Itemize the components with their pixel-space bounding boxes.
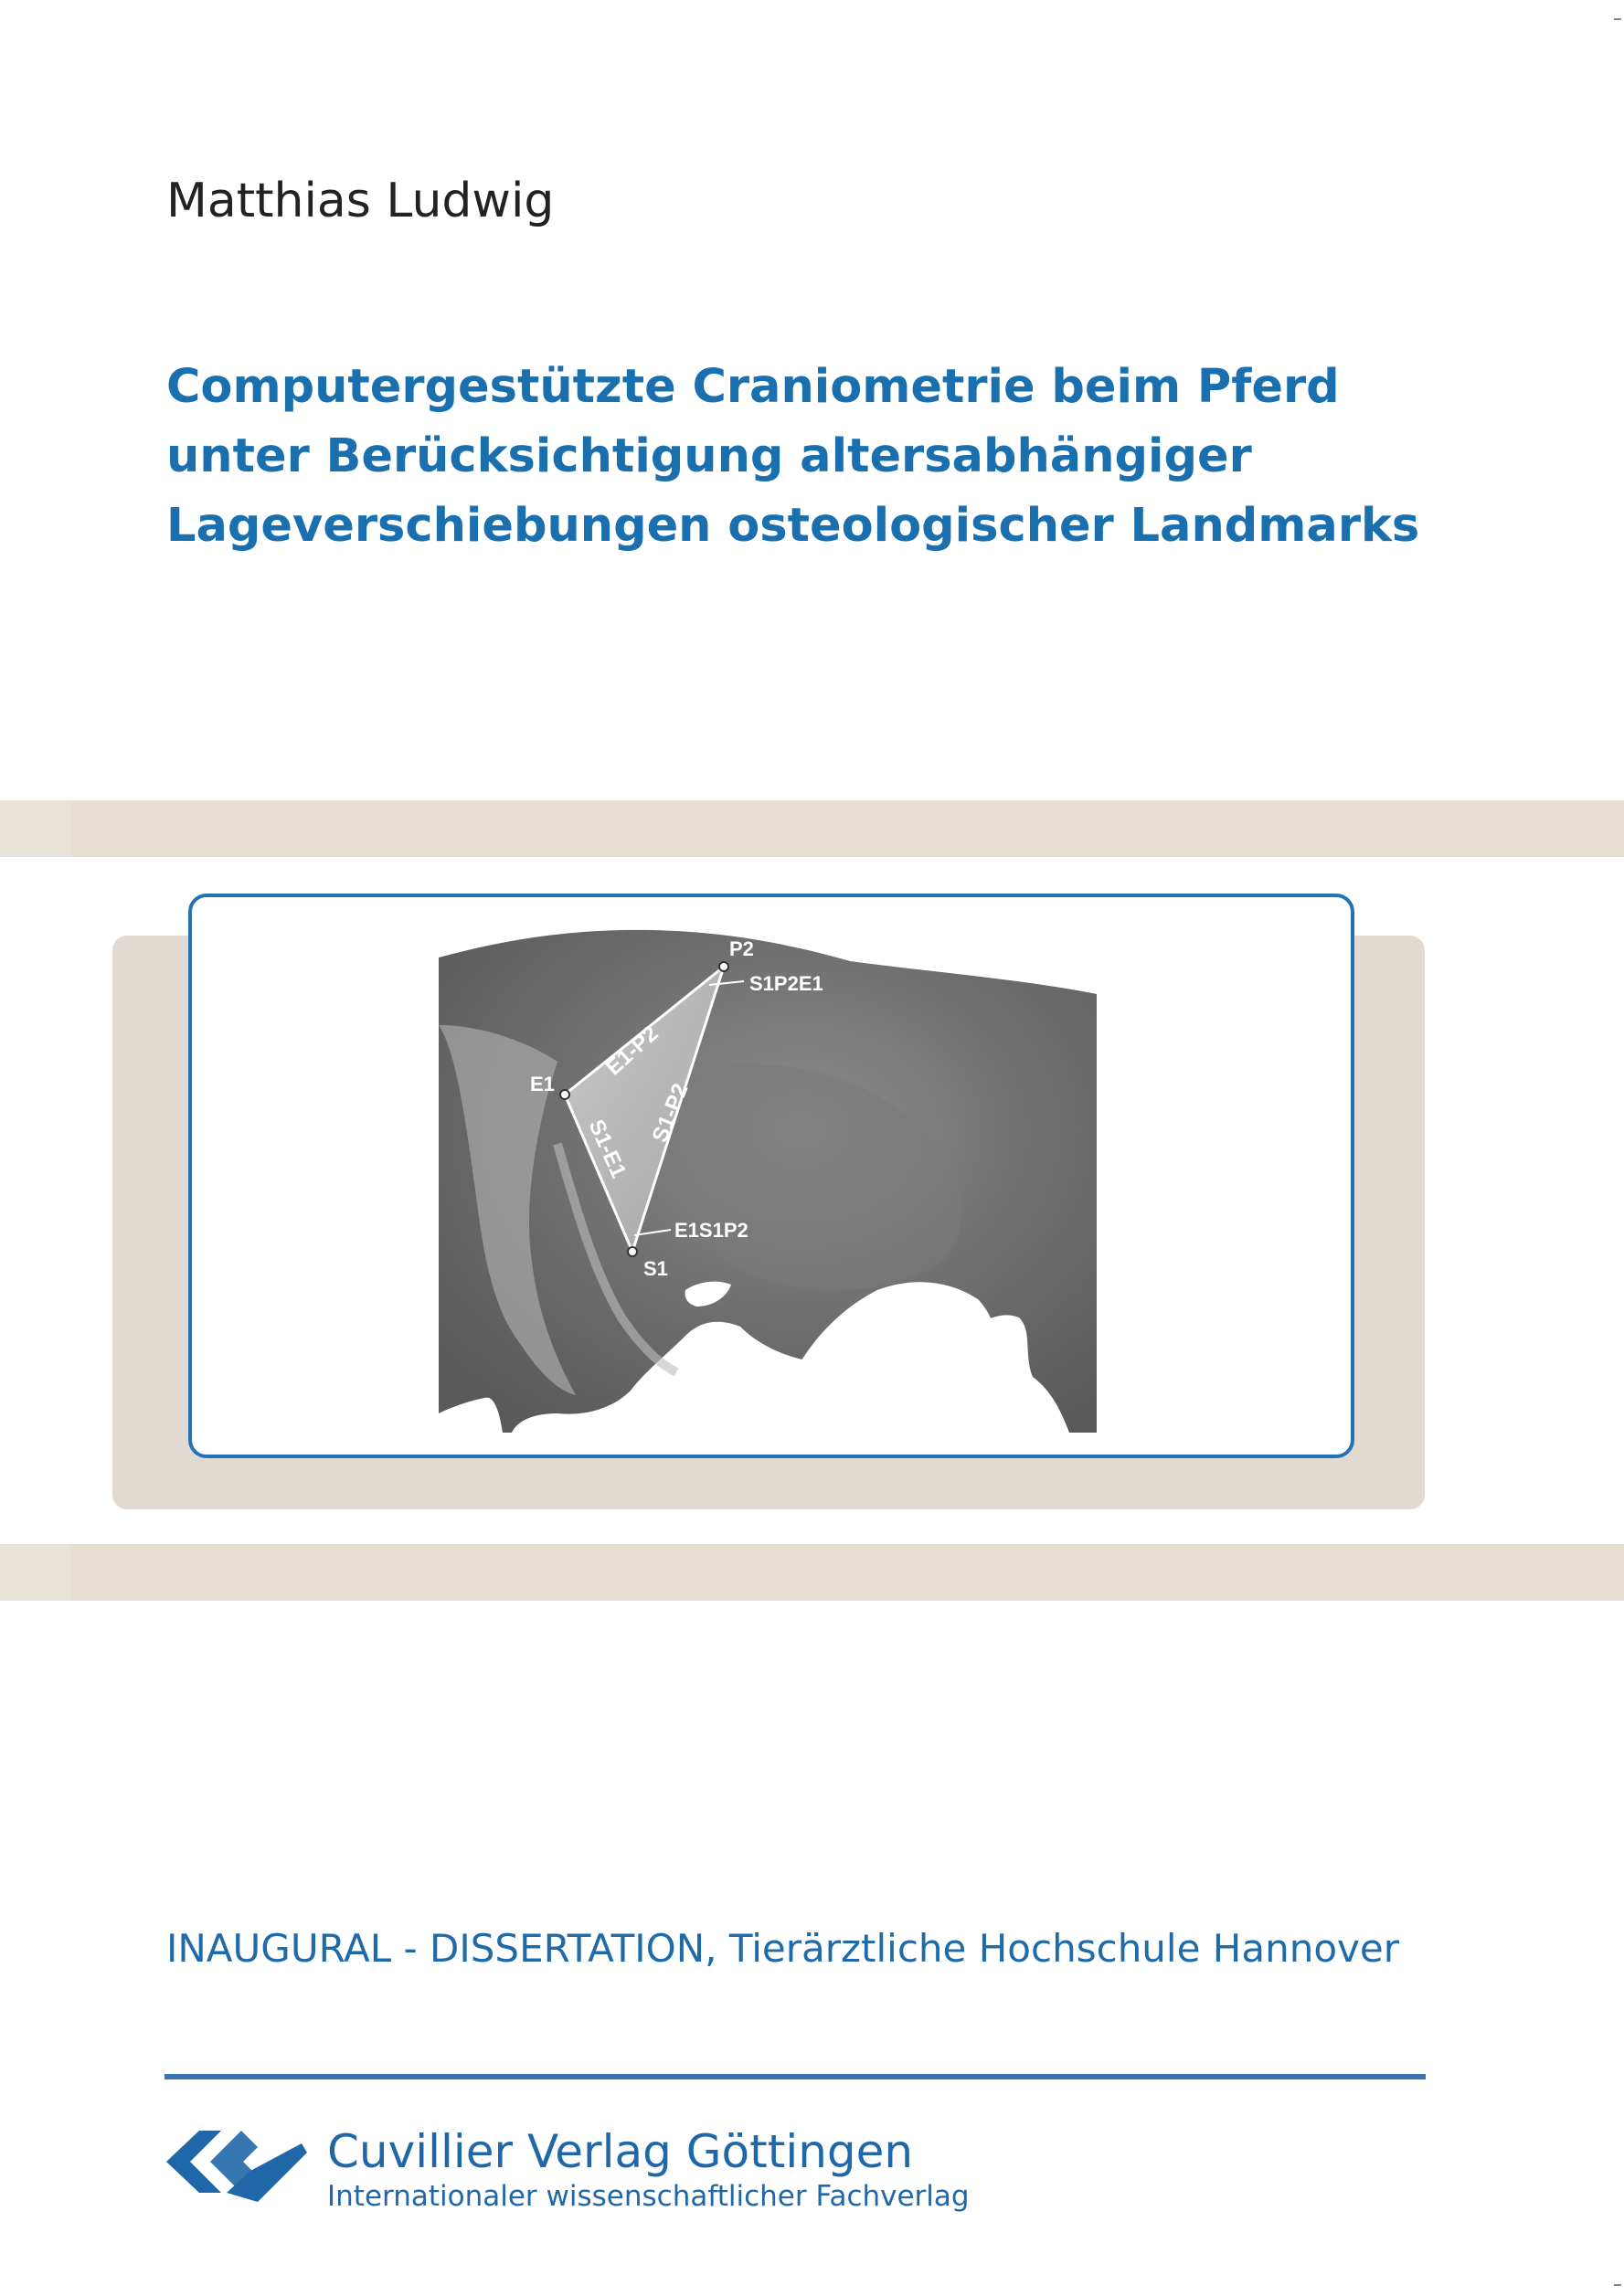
- crop-mark-top-right: [1614, 18, 1621, 20]
- publisher-logo-icon: [163, 2125, 309, 2207]
- label-s1: S1: [643, 1257, 668, 1280]
- skull-figure: [439, 915, 1097, 1433]
- decorative-band-top: [0, 800, 1624, 857]
- point-s1: [628, 1247, 637, 1256]
- dissertation-institution: INAUGURAL - DISSERTATION, Tierärztliche Hochschule Hannover: [166, 1926, 1400, 1971]
- label-e1: E1: [530, 1073, 555, 1095]
- label-edge-s1-p2: S1-P2: [647, 1080, 694, 1147]
- crop-mark-bottom-right: [1614, 2284, 1621, 2286]
- decorative-band-bottom: [0, 1544, 1624, 1601]
- publisher-name: Cuvillier Verlag Göttingen: [327, 2125, 914, 2178]
- title-line-2: unter Berücksichtigung altersabhängiger: [166, 429, 1252, 483]
- point-p2: [719, 962, 728, 971]
- author-name: Matthias Ludwig: [166, 174, 555, 228]
- publisher-tagline: Internationaler wissenschaftlicher Fachverlag: [327, 2180, 970, 2213]
- label-angle-bottom: E1S1P2: [674, 1219, 748, 1242]
- label-angle-top: S1P2E1: [749, 972, 823, 995]
- title-line-1: Computergestützte Craniometrie beim Pferd: [166, 360, 1340, 414]
- point-e1: [560, 1090, 569, 1099]
- label-edge-s1-e1: S1-E1: [583, 1116, 632, 1182]
- label-edge-e1-p2: E1-P2: [600, 1021, 663, 1081]
- title-line-3: Lageverschiebungen osteologischer Landmarks: [166, 499, 1420, 553]
- skull-craniometry-illustration: [439, 915, 1097, 1433]
- separator-rule: [165, 2074, 1426, 2079]
- book-title: [166, 353, 1491, 561]
- label-p2: P2: [729, 937, 754, 960]
